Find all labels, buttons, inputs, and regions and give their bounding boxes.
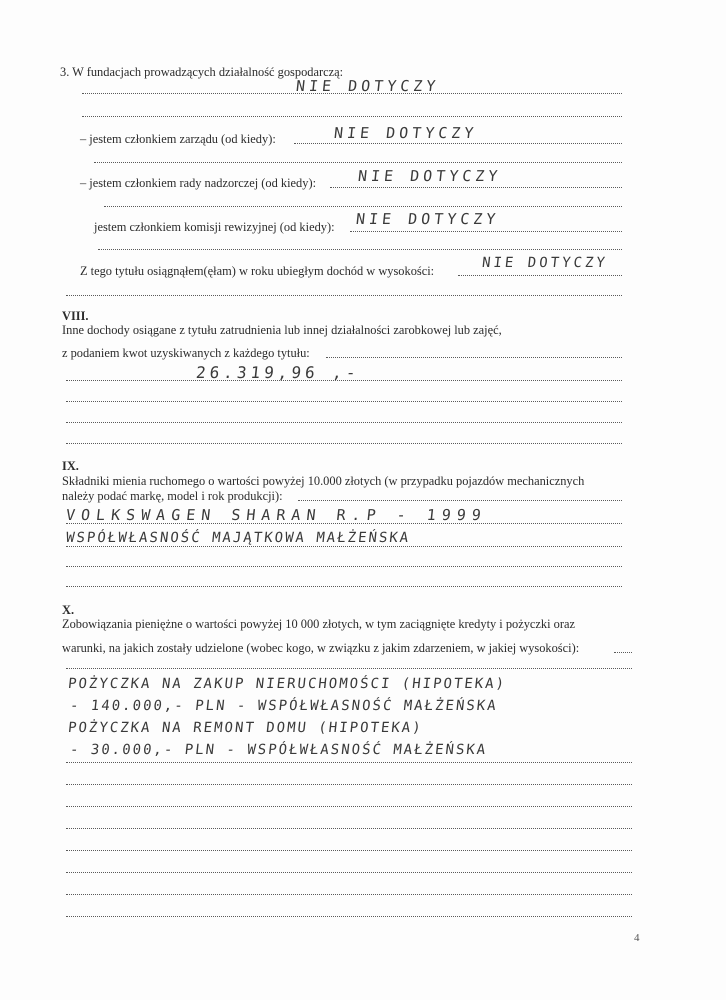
dotted-line	[66, 295, 622, 296]
handwritten-entry: POŻYCZKA NA ZAKUP NIERUCHOMOŚCI (HIPOTEKA)	[67, 676, 507, 692]
handwritten-entry: NIE DOTYCZY	[333, 124, 479, 142]
rada-label: – jestem członkiem rady nadzorczej (od kiedy):	[80, 176, 317, 190]
dotted-line	[66, 762, 632, 763]
dotted-line	[66, 422, 622, 423]
dotted-line	[104, 206, 622, 207]
handwritten-entry: VOLKSWAGEN SHARAN R.P - 1999	[65, 506, 488, 524]
section-10-heading: X.	[62, 603, 75, 617]
dotted-line	[66, 850, 632, 851]
page-number: 4	[634, 932, 640, 944]
dotted-line	[94, 162, 622, 163]
dotted-line	[66, 668, 632, 669]
section-3-label: 3. W fundacjach prowadzących działalność gospodarczą:	[60, 65, 344, 79]
handwritten-entry: NIE DOTYCZY	[295, 77, 441, 95]
handwritten-entry: POŻYCZKA NA REMONT DOMU (HIPOTEKA)	[67, 720, 424, 736]
dotted-line	[294, 143, 622, 144]
section-10-text: warunki, na jakich zostały udzielone (wobec kogo, w związku z jakim zdarzeniem, w jakiej wysokości):	[62, 641, 580, 655]
komisja-label: jestem członkiem komisji rewizyjnej (od kiedy):	[94, 220, 335, 234]
section-8-heading: VIII.	[62, 309, 89, 323]
dotted-line	[330, 187, 622, 188]
handwritten-entry: 26.319,96 ,-	[195, 363, 361, 382]
dotted-line	[66, 806, 632, 807]
dotted-line	[614, 652, 632, 653]
zarzad-label: – jestem członkiem zarządu (od kiedy):	[80, 132, 276, 146]
dotted-line	[66, 443, 622, 444]
dotted-line	[66, 523, 622, 524]
dotted-line	[66, 894, 632, 895]
handwritten-entry: - 30.000,- PLN - WSPÓŁWŁASNOŚĆ MAŁŻEŃSKA	[69, 742, 488, 758]
dotted-line	[66, 828, 632, 829]
dotted-line	[82, 116, 622, 117]
dotted-line	[66, 401, 622, 402]
section-9-text: należy podać markę, model i rok produkcji):	[62, 489, 283, 503]
dotted-line	[66, 784, 632, 785]
dotted-line	[326, 357, 622, 358]
dotted-line	[66, 916, 632, 917]
dotted-line	[66, 546, 622, 547]
handwritten-entry: NIE DOTYCZY	[481, 255, 609, 271]
dotted-line	[98, 249, 622, 250]
dotted-line	[66, 872, 632, 873]
dotted-line	[66, 380, 622, 381]
dotted-line	[458, 275, 622, 276]
handwritten-entry: NIE DOTYCZY	[357, 167, 503, 185]
handwritten-entry: WSPÓŁWŁASNOŚĆ MAJĄTKOWA MAŁŻEŃSKA	[65, 530, 411, 546]
section-8-text: z podaniem kwot uzyskiwanych z każdego tytułu:	[62, 346, 310, 360]
dotted-line	[350, 231, 622, 232]
handwritten-entry: NIE DOTYCZY	[355, 210, 501, 228]
handwritten-entry: - 140.000,- PLN - WSPÓŁWŁASNOŚĆ MAŁŻEŃSKA	[69, 698, 499, 714]
section-10-text: Zobowiązania pieniężne o wartości powyżej 10 000 złotych, w tym zaciągnięte kredyty i pożyczki oraz	[62, 617, 575, 631]
section-9-text: Składniki mienia ruchomego o wartości powyżej 10.000 złotych (w przypadku pojazdów mechanicznych	[62, 474, 585, 488]
dochod-label: Z tego tytułu osiągnąłem(ęłam) w roku ubiegłym dochód w wysokości:	[80, 264, 435, 278]
dotted-line	[66, 566, 622, 567]
dotted-line	[66, 586, 622, 587]
section-9-heading: IX.	[62, 459, 79, 473]
section-8-text: Inne dochody osiągane z tytułu zatrudnienia lub innej działalności zarobkowej lub zajęć,	[62, 323, 502, 337]
dotted-line	[298, 500, 622, 501]
